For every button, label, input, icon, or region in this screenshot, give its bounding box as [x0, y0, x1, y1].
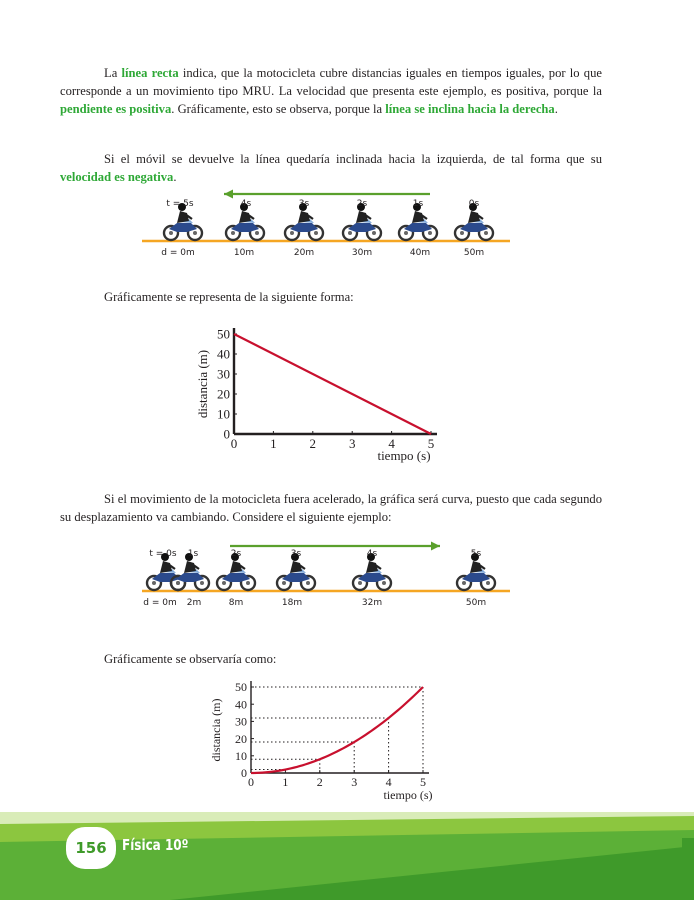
distance-label: 2m [186, 598, 202, 608]
paragraph-intro: La línea recta indica, que la motocicleta cubre distancias iguales en tiempos iguales, por lo que corresponde a un movimiento tipo MRU. La velocidad que presenta este ejemplo, es positiva, porque la pendiente es positiva. Gráficamente, esto se observa, porque la línea se inclina hacia la derecha. [60, 66, 602, 116]
time-label: 1s [412, 199, 424, 209]
time-label: 2s [356, 199, 368, 209]
book-title: Física 10º [122, 836, 189, 854]
distance-label: d = 0m [161, 248, 195, 258]
x-tick-label: 2 [316, 775, 323, 789]
time-label: 4s [240, 199, 252, 209]
distance-label: 18m [281, 598, 303, 608]
y-tick-label: 30 [235, 714, 247, 729]
x-axis-label: tiempo (s) [383, 788, 433, 802]
highlight-linea-recta: línea recta [121, 66, 179, 80]
distance-label: 50m [463, 248, 485, 258]
y-tick-label: 30 [217, 366, 230, 382]
x-tick-label: 3 [348, 436, 356, 451]
distance-label: 10m [233, 248, 255, 258]
y-tick-label: 50 [217, 326, 230, 342]
x-tick-label: 5 [420, 775, 426, 789]
y-tick-label: 10 [235, 749, 247, 763]
x-tick-label: 4 [385, 775, 392, 789]
y-tick-label: 20 [235, 731, 247, 746]
distance-label: 50m [465, 598, 487, 608]
paragraph-accelerated: Si el movimiento de la motocicleta fuera acelerado, la gráfica será curva, puesto que cada segundo su desplazamiento va cambiando. Considere el siguiente ejemplo: [60, 492, 602, 524]
highlight-inclina-derecha: línea se inclina hacia la derecha [385, 102, 555, 116]
paragraph-negative-velocity: Si el móvil se devuelve la línea quedaría inclinada hacia la izquierda, de tal forma que su velocidad es negativa. [60, 152, 602, 184]
x-tick-label: 5 [427, 436, 435, 451]
caption-graph-2: Gráficamente se observaría como: [104, 652, 277, 666]
time-label: 3s [298, 199, 310, 209]
time-label: 0s [468, 199, 480, 209]
x-tick-label: 2 [309, 436, 317, 451]
time-label: t = 5s [166, 199, 194, 209]
y-tick-label: 0 [241, 766, 247, 781]
time-label: 2s [230, 549, 242, 559]
y-axis-label: distancia (m) [195, 349, 210, 419]
series-line [251, 687, 423, 773]
y-axis-label: distancia (m) [209, 698, 223, 762]
distance-label: 30m [351, 248, 373, 258]
time-label: 1s [187, 549, 199, 559]
y-tick-label: 0 [223, 426, 230, 442]
y-tick-label: 40 [235, 697, 247, 712]
x-tick-label: 0 [248, 775, 254, 789]
caption-graph-1: Gráficamente se representa de la siguiente forma: [104, 290, 354, 304]
y-tick-label: 50 [235, 680, 247, 695]
y-tick-label: 40 [217, 346, 230, 362]
x-tick-label: 4 [388, 436, 395, 451]
distance-label: 20m [293, 248, 315, 258]
time-label: 4s [366, 549, 378, 559]
y-tick-label: 20 [217, 386, 230, 402]
y-tick-label: 10 [217, 406, 230, 422]
time-label: t = 0s [149, 549, 177, 559]
distance-label: 8m [228, 598, 244, 608]
x-tick-label: 3 [351, 775, 358, 789]
distance-label: d = 0m [143, 598, 177, 608]
time-label: 3s [290, 549, 302, 559]
time-label: 5s [470, 549, 482, 559]
distance-label: 32m [361, 598, 383, 608]
highlight-velocidad-negativa: velocidad es negativa [60, 170, 174, 184]
x-tick-label: 0 [230, 436, 238, 451]
page-number-badge [66, 827, 116, 869]
page-number: 156 [75, 839, 107, 857]
x-tick-label: 1 [282, 775, 289, 789]
distance-label: 40m [409, 248, 431, 258]
x-tick-label: 1 [270, 436, 277, 451]
x-axis-label: tiempo (s) [377, 448, 431, 463]
highlight-pendiente: pendiente es positiva [60, 102, 172, 116]
